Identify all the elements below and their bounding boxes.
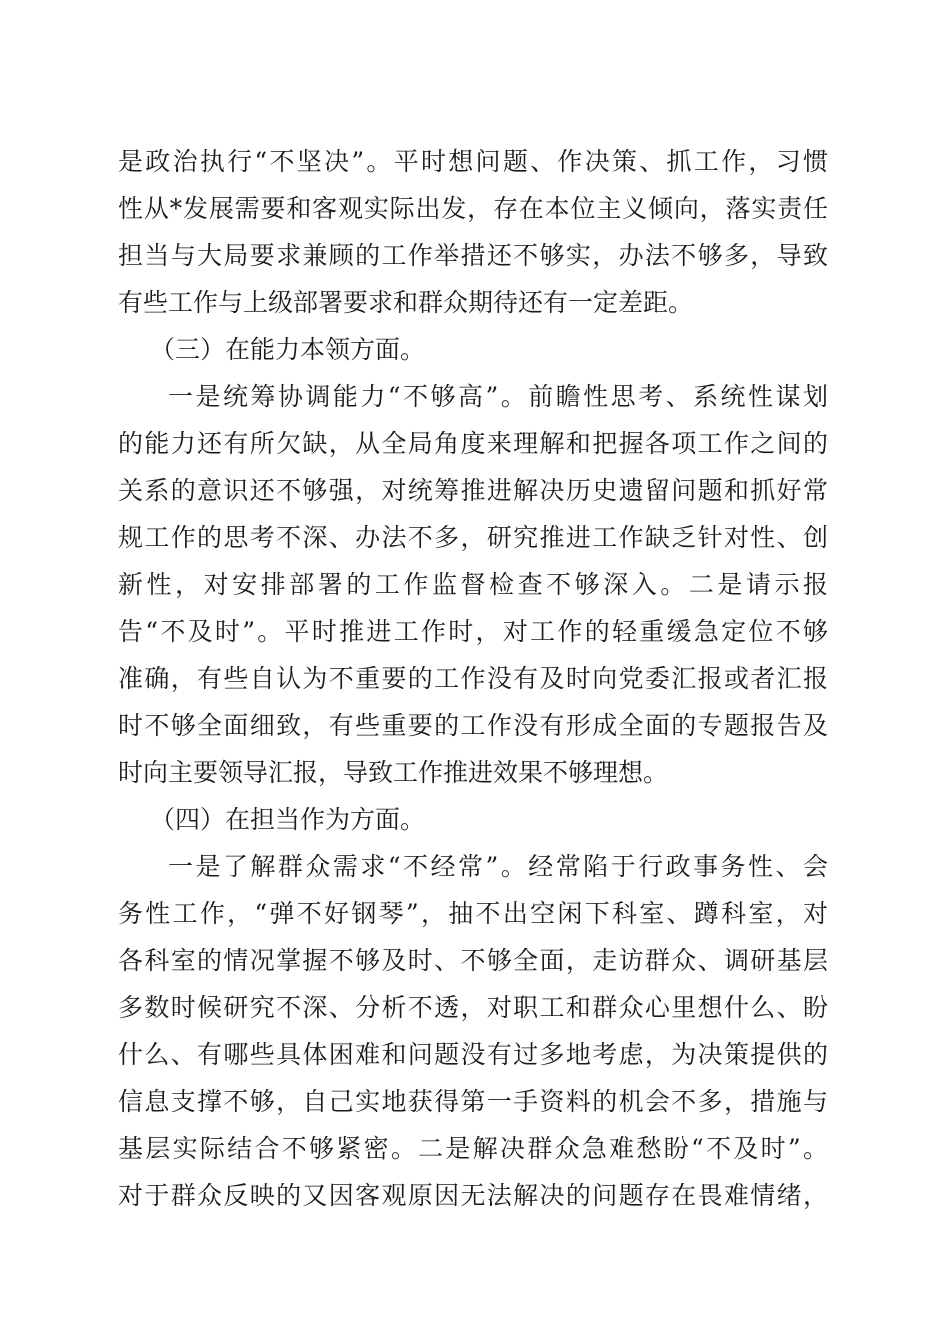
- paragraph-line: 性从*发展需要和客观实际出发，存在本位主义倾向，落实责任: [118, 194, 828, 223]
- paragraph-line: 各科室的情况掌握不够及时、不够全面，走访群众、调研基层: [118, 946, 828, 975]
- paragraph-line: 担当与大局要求兼顾的工作举措还不够实，办法不够多，导致: [118, 241, 828, 270]
- paragraph-line: 对于群众反映的又因客观原因无法解决的问题存在畏难情绪，: [118, 1181, 828, 1210]
- paragraph-line: 有些工作与上级部署要求和群众期待还有一定差距。: [118, 288, 694, 317]
- paragraph-line: 时不够全面细致，有些重要的工作没有形成全面的专题报告及: [118, 711, 828, 740]
- paragraph-line: 规工作的思考不深、办法不多，研究推进工作缺乏针对性、创: [118, 523, 828, 552]
- paragraph-line: 信息支撑不够，自己实地获得第一手资料的机会不多，措施与: [118, 1087, 828, 1116]
- paragraph-line: 准确，有些自认为不重要的工作没有及时向党委汇报或者汇报: [118, 664, 828, 693]
- paragraph-line: 多数时候研究不深、分析不透，对职工和群众心里想什么、盼: [118, 993, 828, 1022]
- paragraph-line: 是政治执行“不坚决”。平时想问题、作决策、抓工作，习惯: [118, 147, 828, 176]
- paragraph-line: 基层实际结合不够紧密。二是解决群众急难愁盼“不及时”。: [118, 1134, 828, 1163]
- paragraph-line: 的能力还有所欠缺，从全局角度来理解和把握各项工作之间的: [118, 429, 828, 458]
- paragraph-line: 一是了解群众需求“不经常”。经常陷于行政事务性、会: [168, 852, 828, 881]
- paragraph-line: 告“不及时”。平时推进工作时，对工作的轻重缓急定位不够: [118, 617, 828, 646]
- paragraph-line: 时向主要领导汇报，导致工作推进效果不够理想。: [118, 758, 669, 787]
- paragraph-line: 新性，对安排部署的工作监督检查不够深入。二是请示报: [118, 570, 828, 599]
- paragraph-line: 什么、有哪些具体困难和问题没有过多地考虑，为决策提供的: [118, 1040, 828, 1069]
- paragraph-line: 务性工作，“弹不好钢琴”，抽不出空闲下科室、蹲科室，对: [118, 899, 828, 928]
- paragraph-line: 一是统筹协调能力“不够高”。前瞻性思考、系统性谋划: [168, 382, 828, 411]
- section-heading-4: （四）在担当作为方面。: [150, 805, 426, 834]
- section-heading-3: （三）在能力本领方面。: [150, 335, 426, 364]
- paragraph-line: 关系的意识还不够强，对统筹推进解决历史遗留问题和抓好常: [118, 476, 828, 505]
